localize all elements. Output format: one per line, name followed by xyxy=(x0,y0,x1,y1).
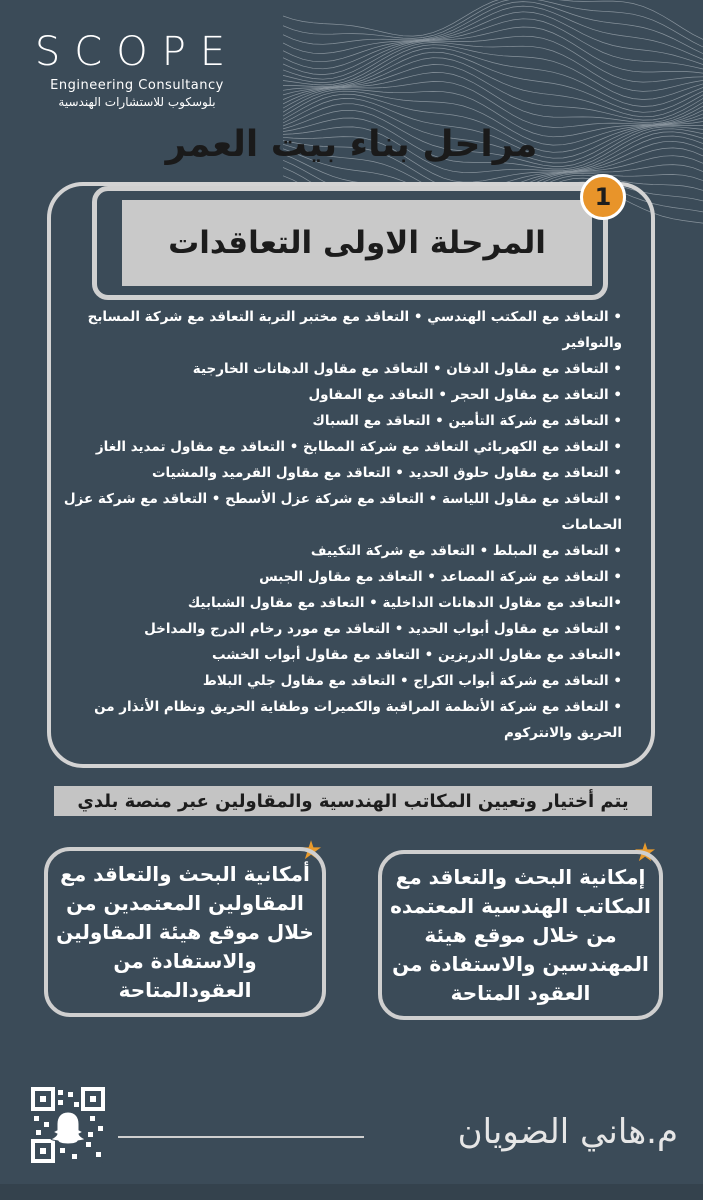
list-item: • التعاقد مع شركة الأنظمة المراقبة والكميرات وطفاية الحريق ونظام الأنذار من الحريق والانتركوم xyxy=(94,699,622,741)
engineering-offices-card-text: إمكانية البحث والتعاقد مع المكاتب الهندسية المعتمده من خلال موقع هيئة المهندسين والاستفادة من العقود المتاحة xyxy=(390,864,651,1005)
platform-note: يتم أختيار وتعيين المكاتب الهندسية والمقاولين عبر منصة بلدي xyxy=(77,790,629,812)
snapcode-qr-icon xyxy=(30,1086,106,1164)
list-item: •التعاقد مع مقاول الدربزين • التعاقد مع مقاول أبواب الخشب xyxy=(211,647,622,663)
platform-note-bar xyxy=(54,786,652,816)
list-item: •التعاقد مع مقاول الدهانات الداخلية • التعاقد مع مقاول الشبابيك xyxy=(187,595,622,611)
list-item: • التعاقد مع مقاول الدفان • التعاقد مع مقاول الدهانات الخارجية xyxy=(192,361,622,377)
list-item: • التعاقد مع شركة المصاعد • التعاقد مع مقاول الجبس xyxy=(259,569,622,585)
phase-heading: المرحلة الاولى التعاقدات xyxy=(168,225,546,261)
logo-subtitle-en: Engineering Consultancy xyxy=(50,78,224,93)
phase-number-badge: 1 xyxy=(580,174,626,220)
list-item: • التعاقد مع شركة أبواب الكراج • التعاقد مع مقاول جلي البلاط xyxy=(202,673,622,689)
logo-subtitle-ar: بلوسكوب للاستشارات الهندسية xyxy=(58,95,216,109)
list-item: • التعاقد مع مقاول اللياسة • التعاقد مع شركة عزل الأسطح • التعاقد مع شركة عزل الحمامات xyxy=(63,491,622,533)
page-title: مراحل بناء بيت العمر xyxy=(165,124,538,165)
author-signature: م.هاني الضويان xyxy=(457,1112,678,1152)
list-item: • التعاقد مع شركة التأمين • التعاقد مع السباك xyxy=(312,413,622,429)
bottom-strip xyxy=(0,1184,703,1200)
list-item: • التعاقد مع الكهربائي التعاقد مع شركة المطابخ • التعاقد مع مقاول تمديد الغاز xyxy=(95,439,622,455)
signature-line xyxy=(118,1136,364,1138)
list-item: • التعاقد مع مقاول أبواب الحديد • التعاقد مع مورد رخام الدرج والمداخل xyxy=(144,621,622,637)
engineering-offices-card xyxy=(378,850,663,1020)
contractors-card-text: أمكانية البحث والتعاقد مع المقاولين المعتمدين من خلال موقع هيئة المقاولين والاستفادة من العقودالمتاحة xyxy=(56,861,314,1002)
list-item: • التعاقد مع مقاول حلوق الحديد • التعاقد مع مقاول القرميد والمشيات xyxy=(151,465,622,481)
list-item: • التعاقد مع مقاول الحجر • التعاقد مع المقاول xyxy=(308,387,622,403)
star-icon: ★ xyxy=(299,836,323,866)
list-item: • التعاقد مع المكتب الهندسي • التعاقد مع مختبر التربة التعاقد مع شركة المسابح والنوافير xyxy=(87,309,622,351)
logo-wordmark: SCOPE xyxy=(34,29,240,75)
list-item: • التعاقد مع المبلط • التعاقد مع شركة التكييف xyxy=(310,543,622,559)
contractors-card xyxy=(44,847,326,1017)
phase-header xyxy=(122,200,592,286)
company-logo xyxy=(32,30,242,109)
star-icon: ★ xyxy=(633,838,657,868)
contracts-list xyxy=(62,304,622,746)
